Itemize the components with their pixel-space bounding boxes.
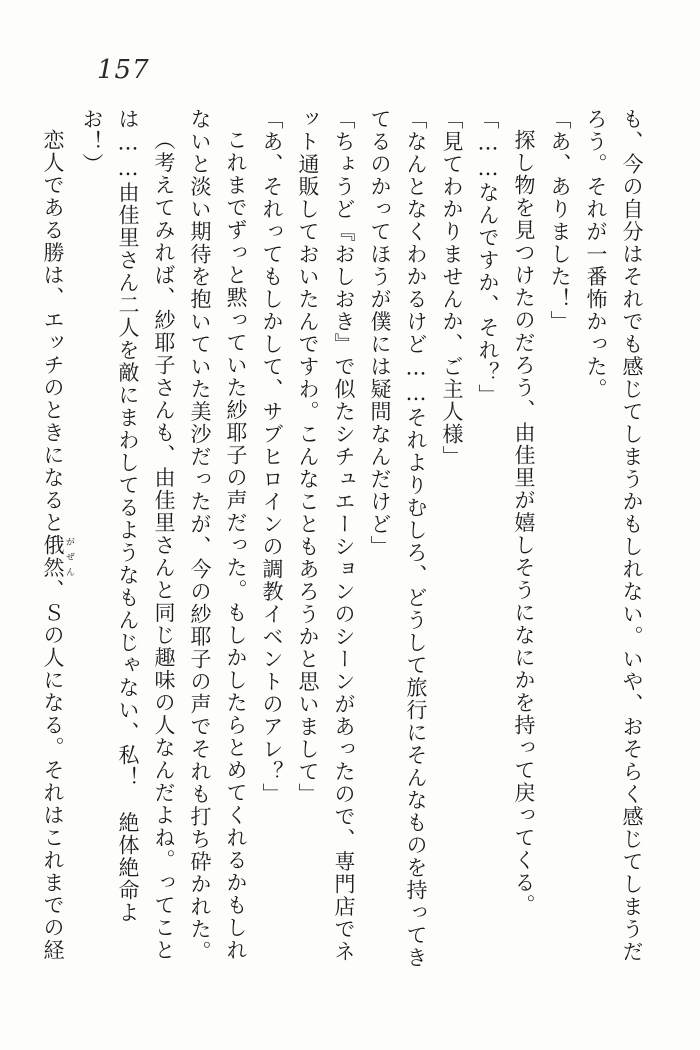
paragraph: 「……なんですか、それ？」: [476, 108, 500, 407]
paragraph: これまでずっと黙っていた紗耶子の声だった。もしかしたらとめてくれるかもしれないと淡い期待を抱いていた美沙だったが、今の紗耶子の声でそれも打ち砕かれた。: [188, 108, 248, 963]
page-number: 157: [97, 55, 150, 85]
paragraph: 「見てわかりませんか、ご主人様」: [440, 108, 464, 468]
paragraph: 探し物を見つけたのだろう、由佳里が嬉しそうになにかを持って戻ってくる。: [512, 129, 536, 917]
text-segment: 、Ｓの人になる。それはこれまでの経: [41, 579, 65, 962]
paragraph: も、今の自分はそれでも感じてしまうかもしれない。いや、おそらく感じてしまうだろう。それが一番怖かった。: [584, 108, 644, 963]
page-text: [35, 108, 650, 970]
furigana-ruby: 俄然 がぜん: [41, 534, 74, 579]
paragraph: 「ちょうど『おしおき』で似たシチュエーションのシーンがあったので、専門店でネット通販しておいたんですわ。こんなこともあろうかと思いまして」: [296, 108, 356, 963]
paragraph: （考えてみれば、紗耶子さんも、由佳里さんと同じ趣味の人なんだよね。ってことは……由佳里さん二人を敵にまわしてるようなもんじゃない、私！ 絶体絶命よお！）: [80, 108, 176, 962]
paragraph: 「あ、それってもしかして、サブヒロインの調教イベントのアレ？」: [260, 108, 284, 806]
paragraph: 「あ、ありました！」: [548, 108, 572, 333]
paragraph: 「なんとなくわかるけど……それよりむしろ、どうして旅行にそんなものを持ってきてるのかってほうが僕には疑問なんだけど」: [368, 108, 428, 969]
text-segment: 恋人である勝は、エッチのときになると: [41, 129, 65, 534]
paragraph: [35, 108, 74, 970]
